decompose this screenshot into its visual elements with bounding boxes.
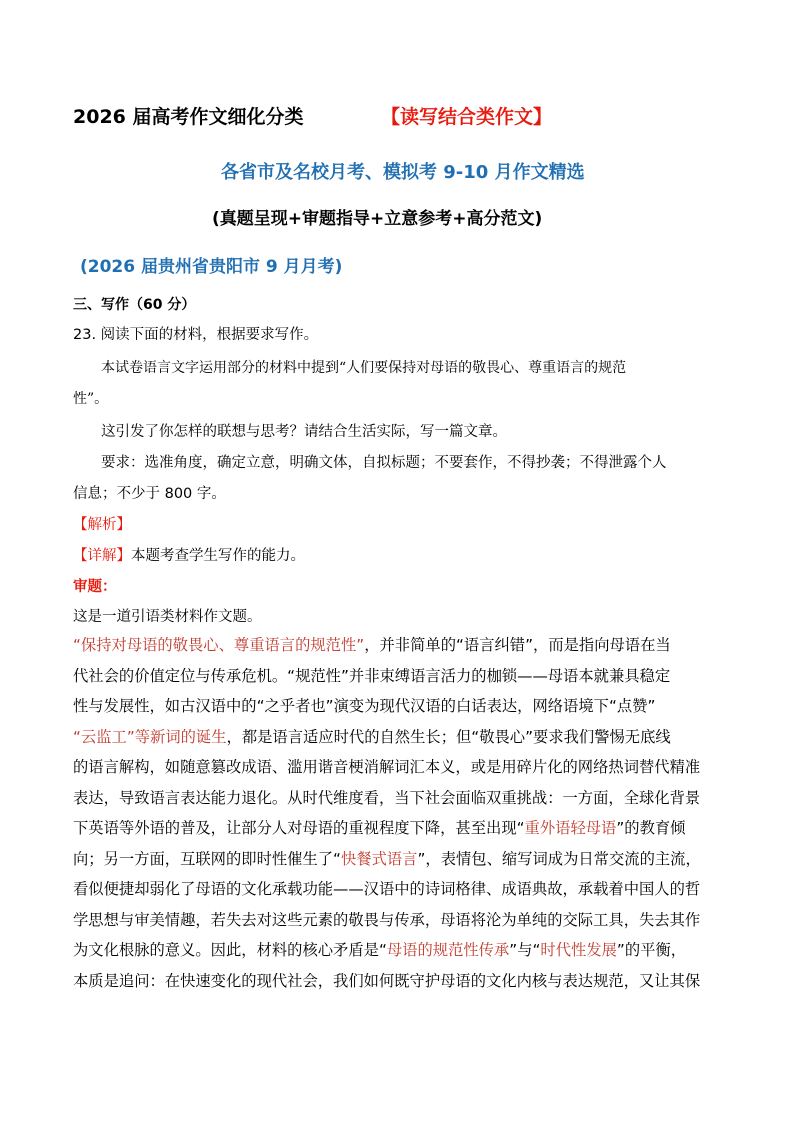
para-line-5: 的语言解构，如随意篡改成语、滥用谐音梗消解词汇本义，或是用碎片化的网络热词替代精准 xyxy=(73,758,701,776)
material-line-2: 性”。 xyxy=(73,391,109,407)
para-line-1: “保持对母语的敬畏心、尊重语言的规范性”，并非简单的“语言纠错”，而是指向母语在当 xyxy=(73,636,671,654)
category-tag: 【读写结合类作文】 xyxy=(381,106,553,128)
requirement-line-1: 要求：选准角度，确定立意，明确文体，自拟标题；不要套作，不得抄袭；不得泄露个人 xyxy=(101,455,667,471)
section-heading: 三、写作（60 分） xyxy=(73,297,196,313)
para-line-7: 下英语等外语的普及，让部分人对母语的重视程度下降，甚至出现“重外语轻母语”的教育倾 xyxy=(73,819,686,837)
analysis-paragraph xyxy=(73,630,723,996)
para-line-8: 向；另一方面，互联网的即时性催生了“快餐式语言”，表情包、缩写词成为日常交流的主流， xyxy=(73,849,701,868)
exam-source: (2026 届贵州省贵阳市 9 月月考) xyxy=(80,257,343,277)
para-line-4: “云监工”等新词的诞生，都是语言适应时代的自然生长；但“敬畏心”要求我们警惕无底线 xyxy=(73,727,671,746)
requirement-line-2: 信息；不少于 800 字。 xyxy=(73,486,226,502)
intro-line: 这是一道引语类材料作文题。 xyxy=(73,609,262,625)
prompt-line: 这引发了你怎样的联想与思考？请结合生活实际，写一篇文章。 xyxy=(101,424,507,440)
para-line-9: 看似便捷却弱化了母语的文化承载功能——汉语中的诗词格律、成语典故，承载着中国人的哲 xyxy=(73,880,701,898)
para-line-2: 代社会的价值定位与传承危机。“规范性”并非束缚语言活力的枷锁——母语本就兼具稳定 xyxy=(73,666,671,685)
structure-note: (真题呈现+审题指导+立意参考+高分范文) xyxy=(212,209,543,229)
para-line-11: 为文化根脉的意义。因此，材料的核心矛盾是“母语的规范性传承”与“时代性发展”的平衡， xyxy=(73,941,687,959)
para-line-10: 学思想与审美情趣，若失去对这些元素的敬畏与传承，母语将沦为单纯的交际工具，失去其作 xyxy=(73,910,701,929)
detail-label: 【详解】 xyxy=(73,548,131,564)
subtitle: 各省市及名校月考、模拟考 9-10 月作文精选 xyxy=(221,162,585,183)
review-label: 审题： xyxy=(73,579,117,595)
analysis-label: 【解析】 xyxy=(73,517,131,533)
question-line: 23. 阅读下面的材料，根据要求写作。 xyxy=(73,327,319,343)
para-line-6: 表达，导致语言表达能力退化。从时代维度看，当下社会面临双重挑战：一方面，全球化背景 xyxy=(73,788,701,807)
material-line-1: 本试卷语言文字运用部分的材料中提到“人们要保持对母语的敬畏心、尊重语言的规范 xyxy=(101,360,627,376)
para-line-3: 性与发展性，如古汉语中的“之乎者也”演变为现代汉语的白话表达，网络语境下“点赞” xyxy=(73,697,656,715)
para-line-12: 本质是追问：在快速变化的现代社会，我们如何既守护母语的文化内核与表达规范，又让其保 xyxy=(73,971,701,990)
detail-line xyxy=(73,544,305,565)
doc-title: 2026 届高考作文细化分类 xyxy=(73,106,304,128)
detail-text: 本题考查学生写作的能力。 xyxy=(131,548,305,564)
